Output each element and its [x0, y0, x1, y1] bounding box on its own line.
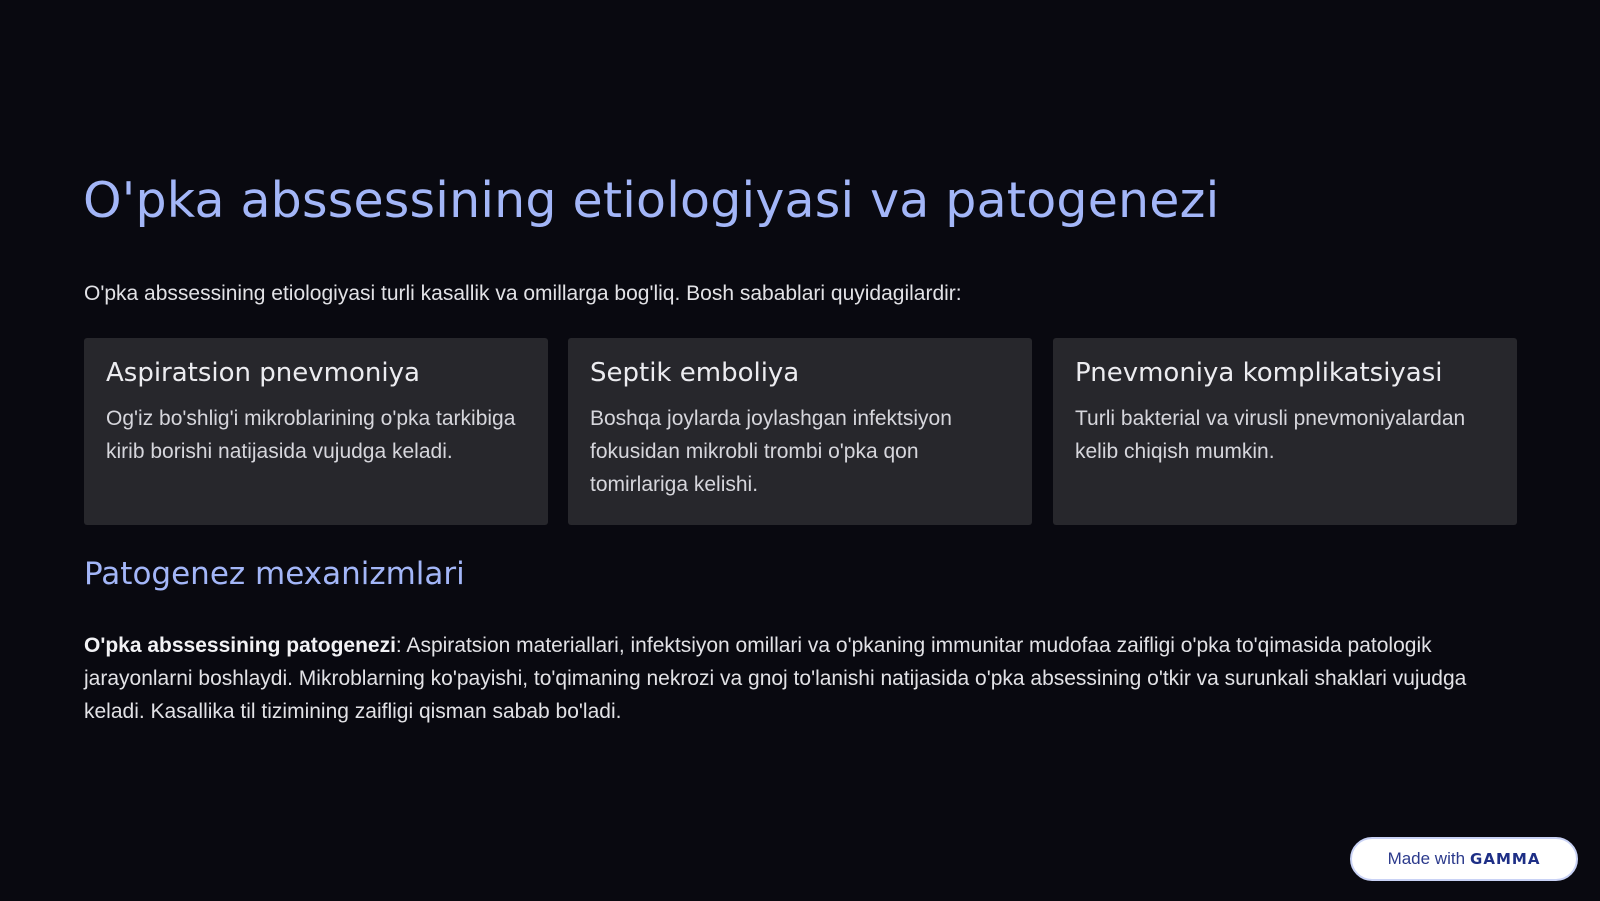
card-title: Septik emboliya	[590, 358, 800, 388]
made-with-gamma-badge[interactable]	[1350, 837, 1578, 881]
gamma-logo: GAMMA	[1470, 850, 1541, 868]
card-pnevmoniya-komplikatsiyasi	[1053, 338, 1517, 525]
intro-text: O'pka abssessining etiologiyasi turli kasallik va omillarga bog'liq. Bosh sabablari quyidagilardir:	[84, 282, 962, 305]
card-title: Pnevmoniya komplikatsiyasi	[1075, 358, 1443, 388]
pathogenesis-paragraph	[84, 629, 1524, 728]
section-subheading: Patogenez mexanizmlari	[84, 556, 465, 592]
cause-cards	[84, 338, 1518, 525]
badge-made-with-label: Made with	[1387, 849, 1466, 868]
card-body: Turli bakterial va virusli pnevmoniyalardan kelib chiqish mumkin.	[1075, 407, 1466, 463]
paragraph-bold-lead: O'pka abssessining patogenezi	[84, 634, 396, 657]
card-body: Boshqa joylarda joylashgan infektsiyon fokusidan mikrobli trombi o'pka qon tomirlariga kelishi.	[590, 407, 952, 496]
paragraph-text: : Aspiratsion materiallari, infektsiyon omillari va o'pkaning immunitar mudofaa zaifligi o'pka to'qimasida patologik jarayonlarni boshlaydi. Mikroblarning ko'payishi, to'qimaning nekrozi va gnoj to'lanishi natijasida o'pka absessining o'tkir va surunkali shaklari vujudga keladi. Kasallika til tizimining zaifligi qisman sabab bo'ladi.	[84, 634, 1467, 723]
slide-title: O'pka abssessining etiologiyasi va patogenezi	[83, 172, 1220, 229]
card-title: Aspiratsion pnevmoniya	[106, 358, 420, 388]
card-aspiratsion-pnevmoniya	[84, 338, 548, 525]
card-septik-emboliya	[568, 338, 1032, 525]
card-body: Og'iz bo'shlig'i mikroblarining o'pka tarkibiga kirib borishi natijasida vujudga keladi.	[106, 407, 516, 463]
